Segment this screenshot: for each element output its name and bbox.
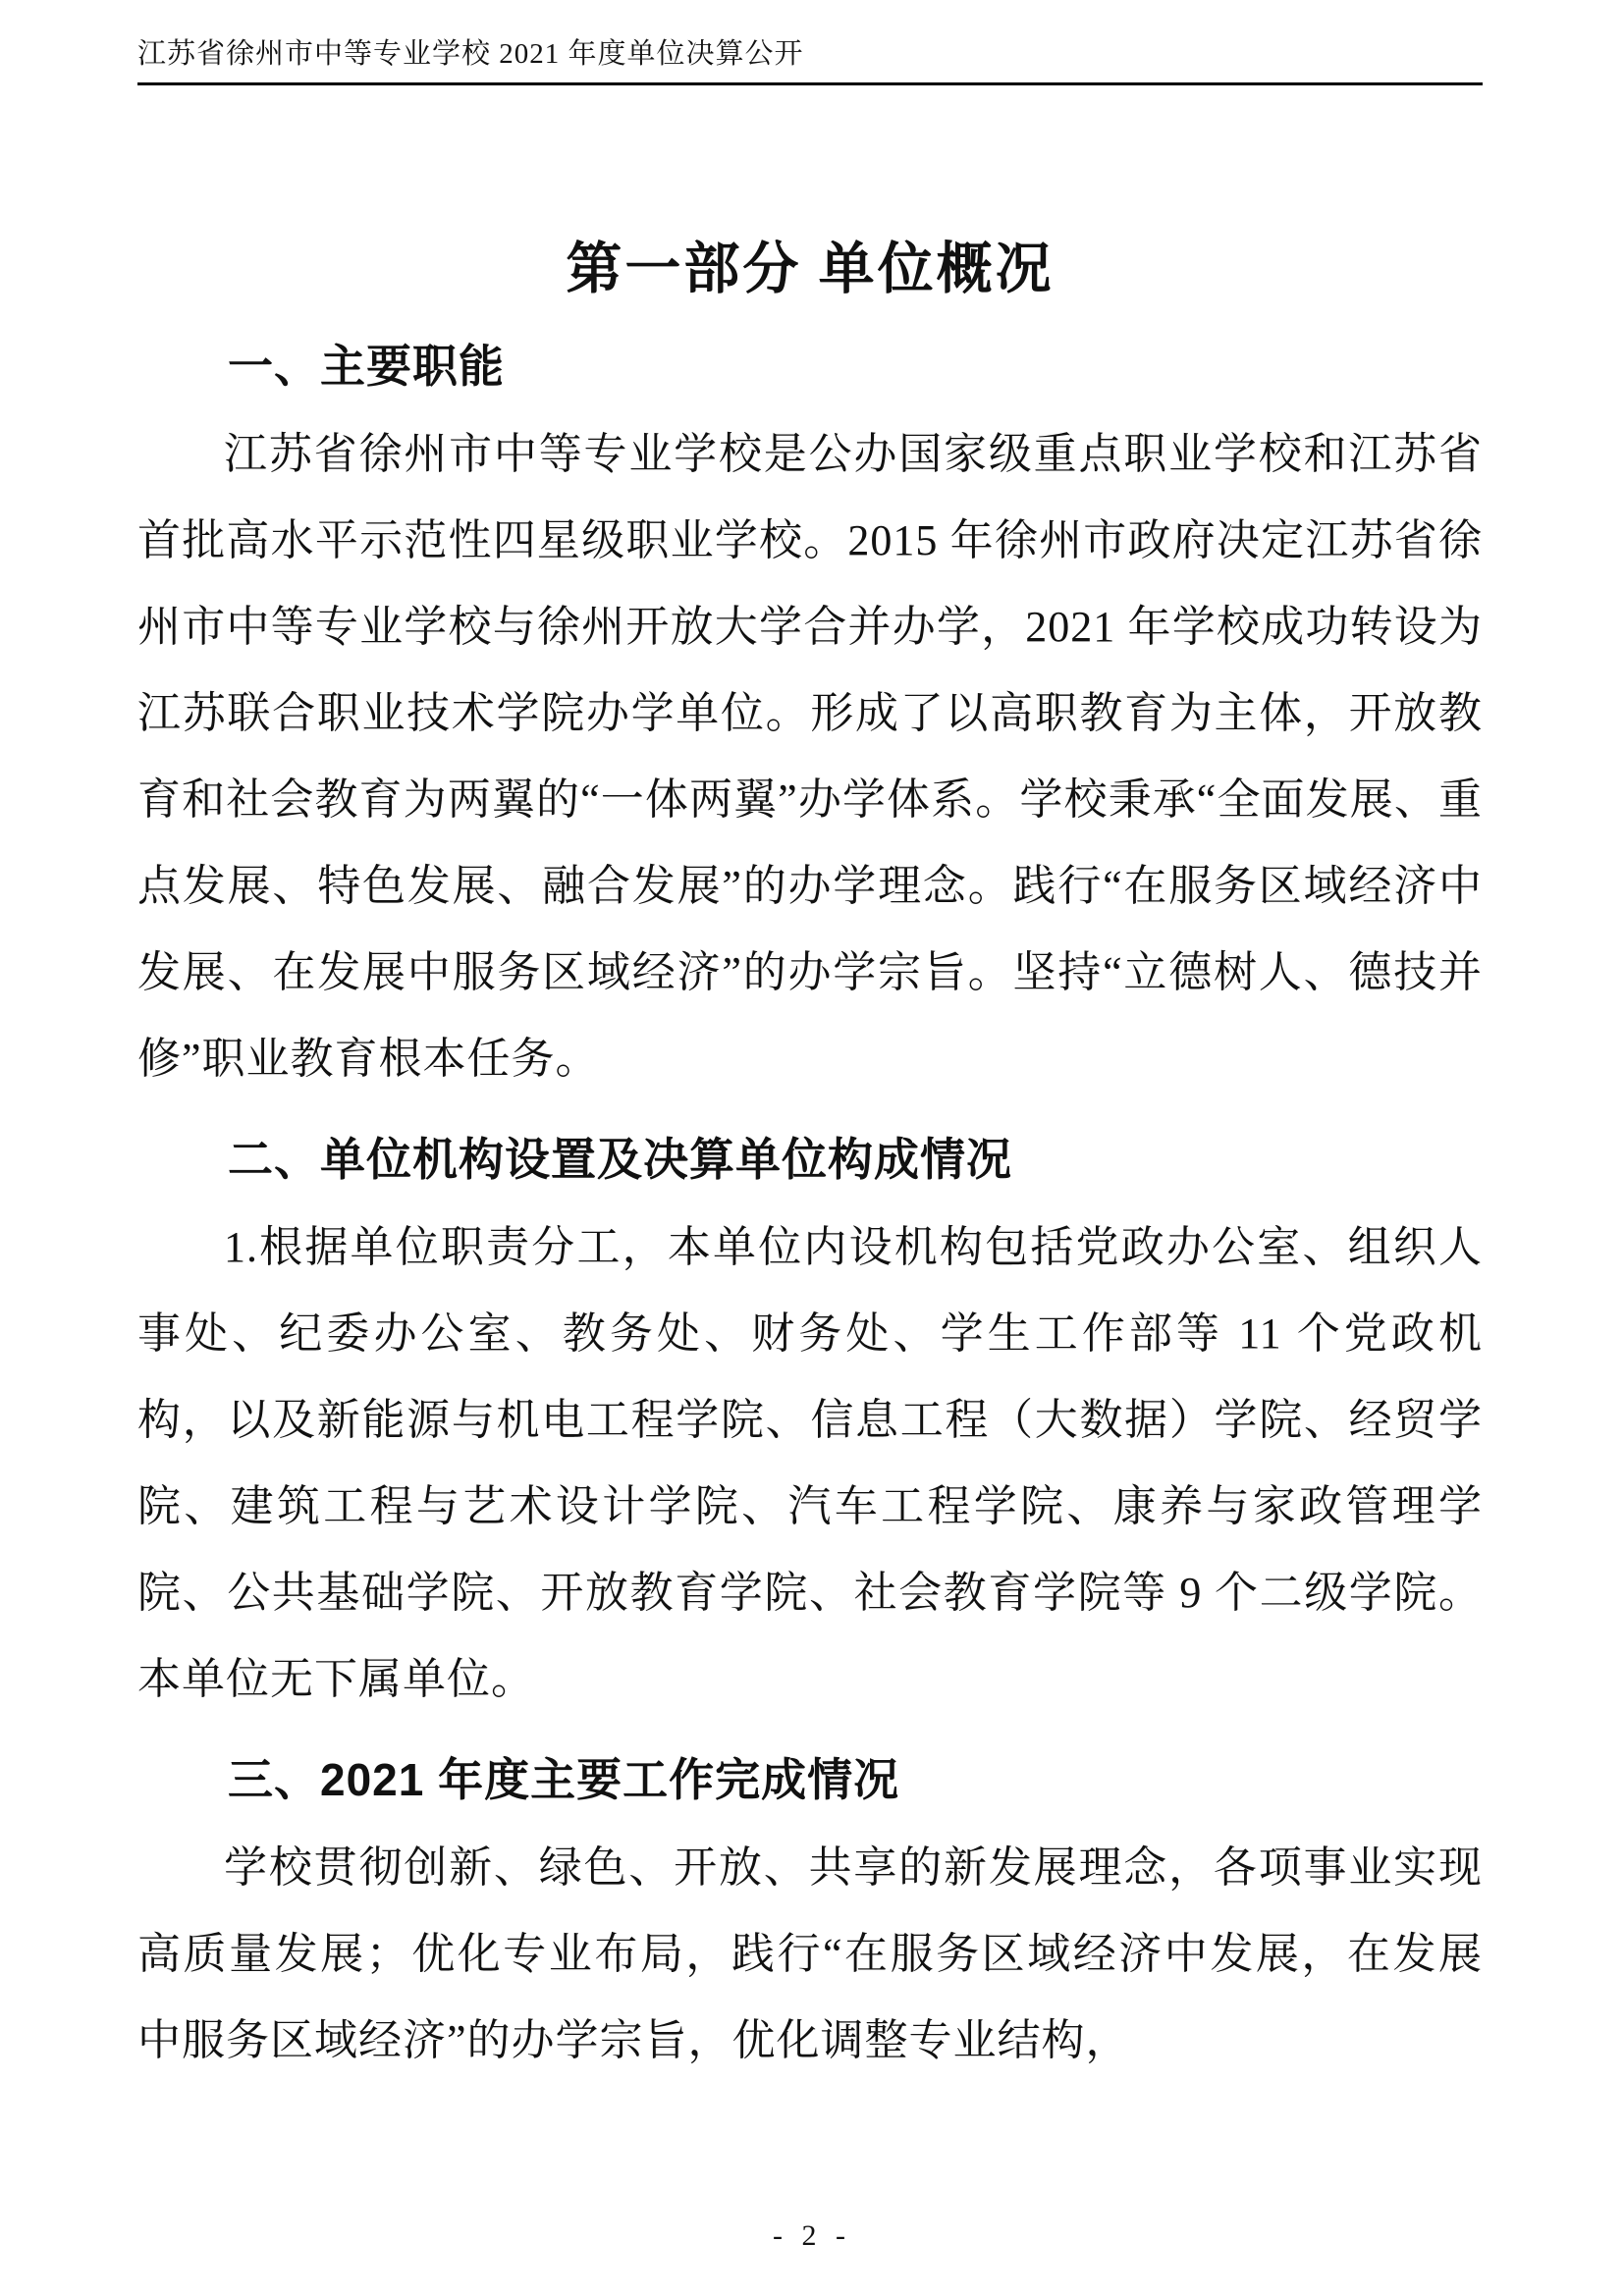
paragraph: 学校贯彻创新、绿色、开放、共享的新发展理念，各项事业实现高质量发展；优化专业布局，践行“在服务区域经济中发展，在发展中服务区域经济”的办学宗旨，优化调整专业结构， bbox=[137, 1843, 1483, 2064]
section-2021-work bbox=[137, 1735, 1483, 2084]
section-org-structure bbox=[137, 1114, 1483, 1723]
section-heading: 三、2021 年度主要工作完成情况 bbox=[228, 1754, 900, 1805]
page-number: - 2 - bbox=[773, 2219, 851, 2252]
section-main-functions bbox=[137, 321, 1483, 1102]
paragraph: 江苏省徐州市中等专业学校是公办国家级重点职业学校和江苏省首批高水平示范性四星级职业学校。2015 年徐州市政府决定江苏省徐州市中等专业学校与徐州开放大学合并办学，2021 年学校成功转设为江苏联合职业技术学院办学单位。形成了以高职教育为主体，开放教育和社会教育为两翼的“一体两翼”办学体系。学校秉承“全面发展、重点发展、特色发展、融合发展”的办学理念。践行“在服务区域经济中发展、在发展中服务区域经济”的办学宗旨。坚持“立德树人、德技并修”职业教育根本任务。 bbox=[137, 430, 1483, 1083]
paragraph: 1.根据单位职责分工，本单位内设机构包括党政办公室、组织人事处、纪委办公室、教务处、财务处、学生工作部等 11 个党政机构，以及新能源与机电工程学院、信息工程（大数据）学院、经贸学院、建筑工程与艺术设计学院、汽车工程学院、康养与家政管理学院、公共基础学院、开放教育学院、社会教育学院等 9 个二级学院。本单位无下属单位。 bbox=[137, 1223, 1483, 1703]
section-heading: 一、主要职能 bbox=[228, 341, 505, 392]
running-header-text: 江苏省徐州市中等专业学校 2021 年度单位决算公开 bbox=[137, 38, 804, 70]
running-header bbox=[137, 33, 1483, 85]
page-title: 第一部分 单位概况 bbox=[566, 239, 1055, 300]
section-heading: 二、单位机构设置及决算单位构成情况 bbox=[228, 1134, 1012, 1185]
